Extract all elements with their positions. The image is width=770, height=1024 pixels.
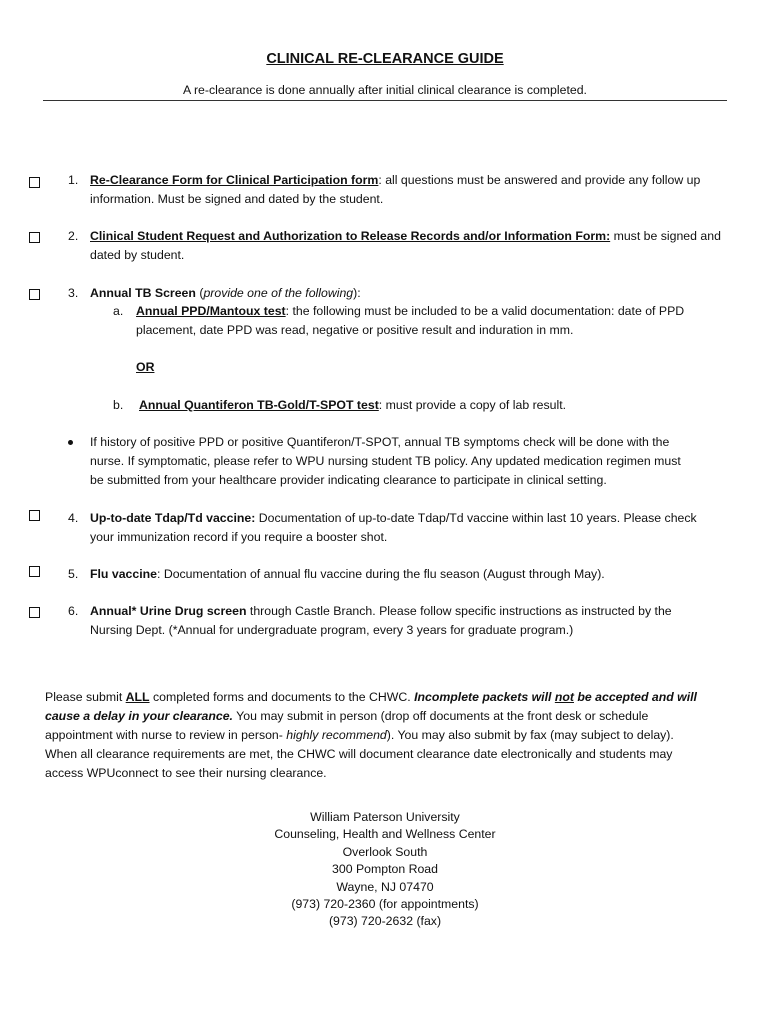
item-number: 6. bbox=[68, 604, 79, 618]
italic-note: provide one of the following bbox=[203, 286, 354, 300]
address-line-dept: Counseling, Health and Wellness Center bbox=[274, 827, 496, 842]
subitem-text-line: : the following must be included to be a valid documentation: date of PPD bbox=[285, 304, 685, 318]
subitem-text-line: : must provide a copy of lab result. bbox=[378, 398, 567, 412]
bullet-text bbox=[90, 433, 730, 490]
subitem-letter: b. bbox=[113, 398, 124, 412]
item-text-line: your immunization record if you require a booster shot. bbox=[90, 530, 388, 544]
item-text bbox=[90, 171, 730, 209]
item-text bbox=[90, 509, 730, 547]
item-number: 1. bbox=[68, 173, 79, 187]
checkbox-item-6[interactable] bbox=[29, 607, 40, 618]
text-run: completed forms and documents to the CHWC. bbox=[149, 690, 415, 704]
item-text bbox=[90, 602, 730, 640]
item-heading: Flu vaccine bbox=[90, 567, 157, 581]
subitem-text bbox=[139, 396, 729, 415]
item-number: 4. bbox=[68, 511, 79, 525]
subitem-text-line: placement, date PPD was read, negative or positive result and induration in mm. bbox=[136, 323, 574, 337]
item-heading: Clinical Student Request and Authorization to Release Records and/or Information Form: bbox=[90, 229, 611, 243]
page-subtitle: A re-clearance is done annually after initial clinical clearance is completed. bbox=[183, 83, 587, 97]
item-text-line: information. Must be signed and dated by the student. bbox=[90, 192, 384, 206]
item-number: 2. bbox=[68, 229, 79, 243]
text-run: appointment with nurse to review in person- bbox=[45, 728, 287, 742]
address-line-city: Wayne, NJ 07470 bbox=[336, 879, 434, 894]
bullet-text-line: If history of positive PPD or positive Quantiferon/T-SPOT, annual TB symptoms check will be done with the bbox=[90, 435, 670, 449]
subitem-heading: Annual Quantiferon TB-Gold/T-SPOT test bbox=[139, 398, 379, 412]
bullet-text-line: be submitted from your healthcare provider indicating clearance to participate in clinical setting. bbox=[90, 473, 607, 487]
paren-close: ): bbox=[353, 286, 361, 300]
page-title: CLINICAL RE-CLEARANCE GUIDE bbox=[266, 51, 504, 67]
text-run: Please submit bbox=[45, 690, 126, 704]
checkbox-item-2[interactable] bbox=[29, 232, 40, 243]
checkbox-item-1[interactable] bbox=[29, 177, 40, 188]
item-number: 3. bbox=[68, 286, 79, 300]
phone-fax: (973) 720-2632 (fax) bbox=[328, 914, 442, 929]
warning-text: Incomplete packets will bbox=[414, 690, 555, 704]
address-line-street: 300 Pompton Road bbox=[332, 862, 438, 877]
submission-instructions bbox=[45, 688, 735, 783]
subitem-heading: Annual PPD/Mantoux test bbox=[136, 304, 286, 318]
warning-text: be accepted and will bbox=[573, 690, 697, 704]
item-text-line: : all questions must be answered and provide any follow up bbox=[378, 173, 701, 187]
header-divider bbox=[43, 100, 727, 101]
item-text-line: dated by student. bbox=[90, 248, 185, 262]
subitem-text bbox=[136, 302, 726, 340]
item-text-line: through Castle Branch. Please follow specific instructions as instructed by the bbox=[246, 604, 672, 618]
item-text bbox=[90, 565, 730, 584]
or-separator: OR bbox=[136, 360, 155, 374]
item-number: 5. bbox=[68, 567, 79, 581]
emphasis-not: not bbox=[554, 690, 574, 704]
item-heading: Re-Clearance Form for Clinical Participation form bbox=[90, 173, 379, 187]
item-heading: Annual* Urine Drug screen bbox=[90, 604, 247, 618]
item-text-line: : Documentation of annual flu vaccine during the flu season (August through May). bbox=[156, 567, 605, 581]
checkbox-item-3[interactable] bbox=[29, 289, 40, 300]
checkbox-item-5[interactable] bbox=[29, 566, 40, 577]
item-text bbox=[90, 227, 730, 265]
item-text-line: Documentation of up-to-date Tdap/Td vaccine within last 10 years. Please check bbox=[255, 511, 697, 525]
bullet-icon bbox=[68, 440, 73, 445]
text-run: When all clearance requirements are met, the CHWC will document clearance date electronically and students may bbox=[45, 747, 673, 761]
italic-recommend: highly recommend bbox=[286, 728, 387, 742]
warning-text: cause a delay in your clearance. bbox=[45, 709, 233, 723]
item-heading: Up-to-date Tdap/Td vaccine: bbox=[90, 511, 256, 525]
text-run: access WPUconnect to see their nursing clearance. bbox=[45, 766, 327, 780]
text-run: ). You may also submit by fax (may subject to delay). bbox=[386, 728, 674, 742]
address-line-org: William Paterson University bbox=[310, 810, 460, 824]
emphasis-all: ALL bbox=[125, 690, 150, 704]
paren-open: ( bbox=[195, 286, 204, 300]
item-heading: Annual TB Screen bbox=[90, 286, 196, 300]
contact-address bbox=[0, 809, 770, 931]
checkbox-item-4[interactable] bbox=[29, 510, 40, 521]
text-run: You may submit in person (drop off documents at the front desk or schedule bbox=[232, 709, 649, 723]
subitem-letter: a. bbox=[113, 304, 124, 318]
item-text-line: must be signed and bbox=[610, 229, 721, 243]
address-line-building: Overlook South bbox=[342, 844, 428, 859]
phone-appointments: (973) 720-2360 (for appointments) bbox=[291, 897, 479, 912]
item-text-line: Nursing Dept. (*Annual for undergraduate program, every 3 years for graduate program.) bbox=[90, 623, 574, 637]
item-text bbox=[90, 284, 730, 303]
bullet-text-line: nurse. If symptomatic, please refer to WPU nursing student TB policy. Any updated medication regimen must bbox=[90, 454, 681, 468]
